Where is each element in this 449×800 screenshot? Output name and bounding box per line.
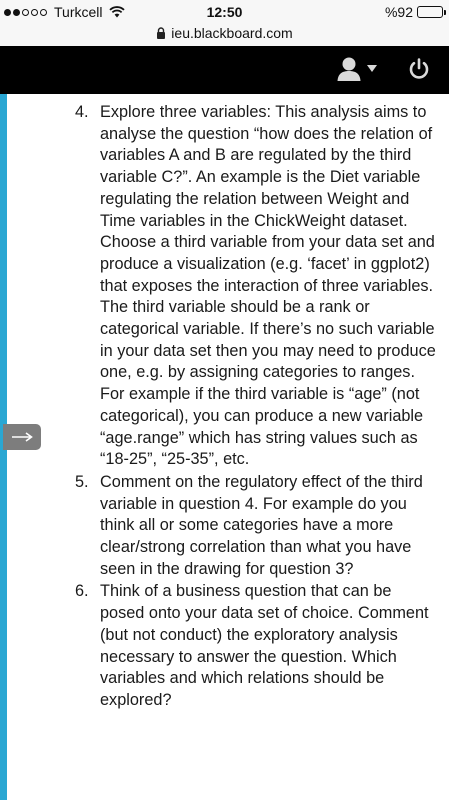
url-text: ieu.blackboard.com	[171, 25, 293, 41]
power-icon	[408, 58, 430, 80]
item-number: 4.	[75, 103, 89, 121]
carrier-name: Turkcell	[54, 4, 103, 20]
clock: 12:50	[206, 4, 243, 20]
battery-percentage: %92	[384, 4, 413, 20]
lock-icon	[156, 27, 166, 39]
list-item	[70, 581, 440, 711]
status-right	[385, 0, 443, 24]
list-item	[70, 102, 440, 471]
app-header	[0, 46, 449, 94]
user-menu-button[interactable]	[337, 52, 385, 86]
item-number: 5.	[75, 472, 89, 491]
user-icon	[337, 56, 361, 82]
logout-button[interactable]	[404, 52, 434, 86]
status-bar	[0, 0, 449, 24]
address-bar[interactable]	[0, 24, 449, 46]
list-item	[70, 472, 440, 581]
chevron-down-icon	[367, 65, 377, 73]
question-list	[70, 102, 440, 712]
item-text: Think of a business question that can be posed onto your data set of choice. Comment (but not conduct) the exploratory analysis necessary to answer the question. Which variables and which relations should be explored?	[100, 582, 429, 709]
battery-icon	[417, 6, 443, 18]
item-text: Explore three variables: This analysis aims to analyse the question “how does the relation of variables A and B are regulated by the third variable C?”. An example is the Diet variable regulating the relation between Weight and Time variables in the ChickWeight dataset. Choose a third variable from your data set and produce a visualization (e.g. ‘facet’ in ggplot2) that exposes the interaction of three variables. The third variable should be a rank or categorical variable. If there’s no such variable in your data set then you may need to produce one, e.g. by assigning categories to ranges. For example if the third variable is “age” (not categorical), you can produce a new variable “age.range” which has string values such as “18-25”, “25-35”, etc.	[100, 103, 436, 469]
item-number: 6.	[75, 582, 89, 601]
expand-sidebar-button[interactable]	[3, 424, 41, 450]
item-text: Comment on the regulatory effect of the third variable in question 4. For example do you think all or some categories have a more clear/strong correlation than what you have seen in the drawing for question 3?	[100, 472, 423, 578]
assignment-content	[0, 94, 449, 800]
arrow-right-icon	[11, 432, 33, 442]
